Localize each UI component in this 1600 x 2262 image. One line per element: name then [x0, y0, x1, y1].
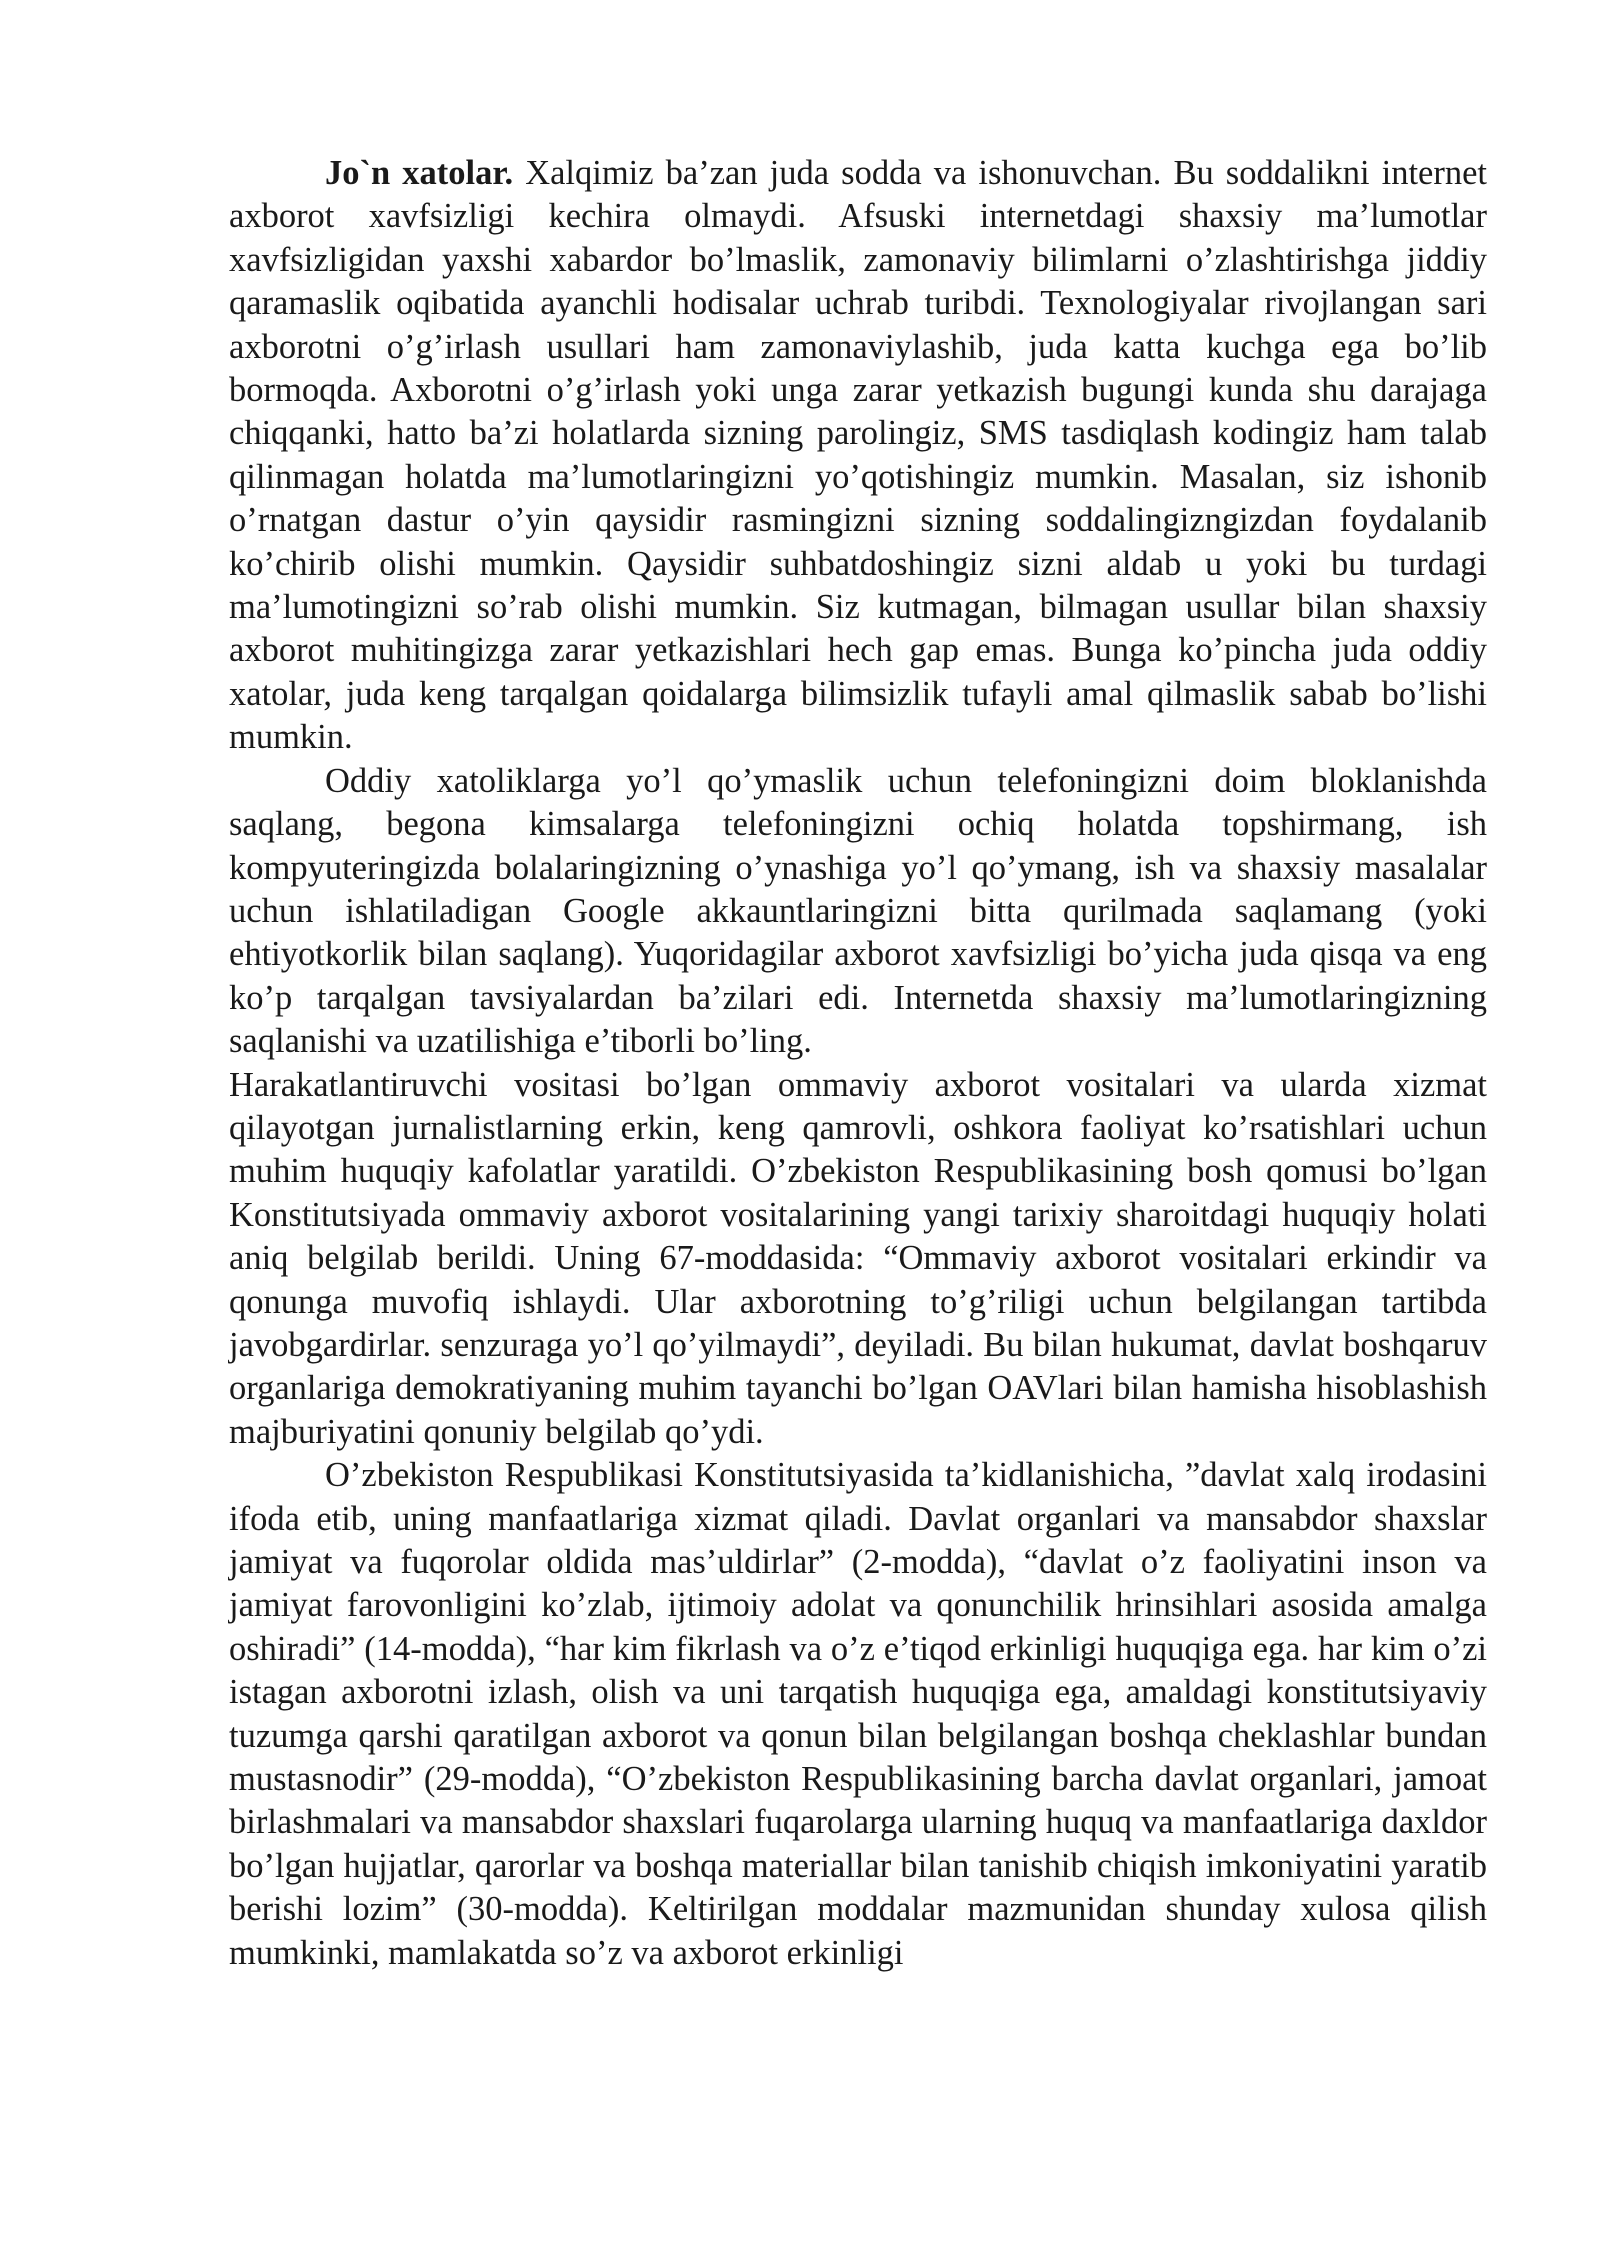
paragraph-1-text: Xalqimiz ba’zan juda sodda va ishonuvchan. Bu soddalikni internet axborot xavfsizligi kechira olmaydi. Afsuski internetdagi shaxsiy ma’lumotlar xavfsizligidan yaxshi xabardor bo’lmaslik, zamonaviy bilimlarni o’zlashtirishga jiddiy qaramaslik oqibatida ayanchli hodisalar uchrab turibdi. Texnologiyalar rivojlangan sari axborotni o’g’irlash usullari ham zamonaviylashib, juda katta kuchga ega bo’lib bormoqda. Axborotni o’g’irlash yoki unga zarar yetkazish bugungi kunda shu darajaga chiqqanki, hatto ba’zi holatlarda sizning parolingiz, SMS tasdiqlash kodingiz ham talab qilinmagan holatda ma’lumotlaringizni yo’qotishingiz mumkin. Masalan, siz ishonib o’rnatgan dastur o’yin qaysidir rasmingizni sizning soddalingizngizdan foydalanib ko’chirib olishi mumkin. Qaysidir suhbatdoshingiz sizni aldab u yoki bu turdagi ma’lumotingizni so’rab olishi mumkin. Siz kutmagan, bilmagan usullar bilan shaxsiy axborot muhitingizga zarar yetkazishlari hech gap emas. Bunga ko’pincha juda oddiy xatolar, juda keng tarqalgan qoidalarga bilimsizlik tufayli amal qilmaslik sabab bo’lishi mumkin. [229, 154, 1487, 757]
body-text [229, 152, 1487, 1975]
paragraph-4: O’zbekiston Respublikasi Konstitutsiyasida ta’kidlanishicha, ”davlat xalq irodasini ifoda etib, uning manfaatlariga xizmat qiladi. Davlat organlari va mansabdor shaxslar jamiyat va fuqorolar oldida mas’uldirlar” (2-modda), “davlat o’z faoliyatini inson va jamiyat farovonligini ko’zlab, ijtimoiy adolat va qonunchilik hrinsihlari asosida amalga oshiradi” (14-modda), “har kim fikrlash va o’z e’tiqod erkinligi huquqiga ega. har kim o’zi istagan axborotni izlash, olish va uni tarqatish huquqiga ega, amaldagi konstitutsiyaviy tuzumga qarshi qaratilgan axborot va qonun bilan belgilangan boshqa cheklashlar bundan mustasnodir” (29-modda), “O’zbekiston Respublikasining barcha davlat organlari, jamoat birlashmalari va mansabdor shaxslari fuqarolarga ularning huquq va manfaatlariga daxldor bo’lgan hujjatlar, qarorlar va boshqa materiallar bilan tanishib chiqish imkoniyatini yaratib berishi lozim” (30-modda). Keltirilgan moddalar mazmunidan shunday xulosa qilish mumkinki, mamlakatda so’z va axborot erkinligi [229, 1456, 1487, 1972]
paragraph-3: Harakatlantiruvchi vositasi bo’lgan ommaviy axborot vositalari va ularda xizmat qilayotgan jurnalistlarning erkin, keng qamrovli, oshkora faoliyat ko’rsatishlari uchun muhim huquqiy kafolatlar yaratildi. O’zbekiston Respublikasining bosh qomusi bo’lgan Konstitutsiyada ommaviy axborot vositalarining yangi tarixiy sharoitdagi huquqiy holati aniq belgilab berildi. Uning 67-moddasida: “Ommaviy axborot vositalari erkindir va qonunga muvofiq ishlaydi. Ular axborotning to’g’riligi uchun belgilangan tartibda javobgardirlar. senzuraga yo’l qo’yilmaydi”, deyiladi. Bu bilan hukumat, davlat boshqaruv organlariga demokratiyaning muhim tayanchi bo’lgan OAVlari bilan hamisha hisoblashish majburiyatini qonuniy belgilab qo’ydi. [229, 1065, 1487, 1451]
paragraph-2: Oddiy xatoliklarga yo’l qo’ymaslik uchun telefoningizni doim bloklanishda saqlang, begona kimsalarga telefoningizni ochiq holatda topshirmang, ish kompyuteringizda bolalaringizning o’ynashiga yo’l qo’ymang, ish va shaxsiy masalalar uchun ishlatiladigan Google akkauntlaringizni bitta qurilmada saqlamang (yoki ehtiyotkorlik bilan saqlang). Yuqoridagilar axborot xavfsizligi bo’yicha juda qisqa va eng ko’p tarqalgan tavsiyalardan ba’zilari edi. Internetda shaxsiy ma’lumotlaringizning saqlanishi va uzatilishiga e’tiborli bo’ling. [229, 761, 1487, 1061]
paragraph-1 [229, 152, 1487, 760]
paragraph-lead-heading: Jo`n xatolar. [325, 154, 514, 192]
